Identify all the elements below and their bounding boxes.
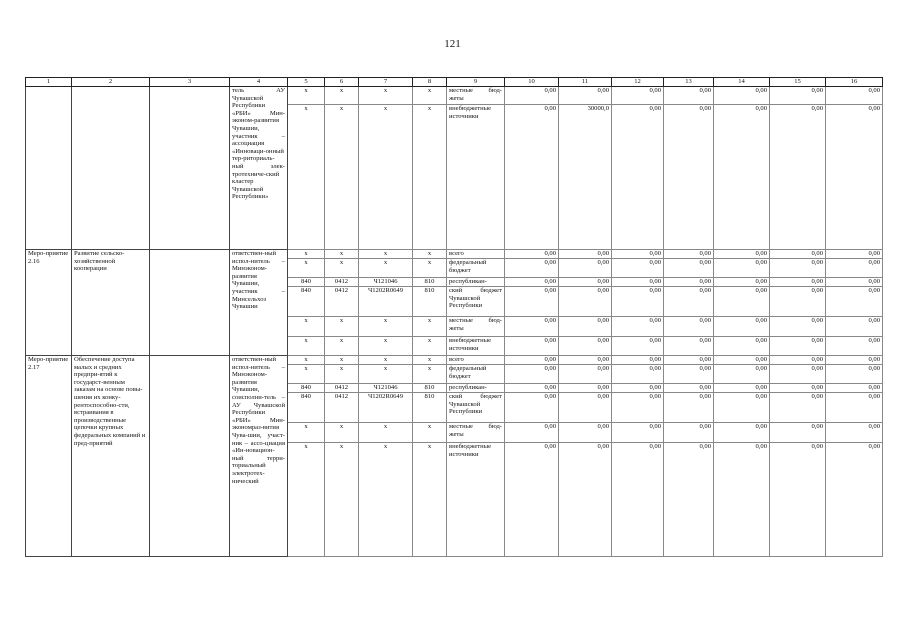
- amount-year-4: 0,00: [664, 365, 714, 384]
- expense-type-code: х: [413, 87, 447, 105]
- column-header-2: 2: [72, 78, 150, 87]
- amount-year-4: 0,00: [664, 356, 714, 365]
- amount-year-2: 0,00: [559, 317, 612, 337]
- target-article-code: Ч1202R0649: [359, 393, 413, 423]
- expense-type-code: х: [413, 356, 447, 365]
- amount-year-3: 0,00: [612, 365, 664, 384]
- target-article-code: Ч1202R0649: [359, 287, 413, 317]
- section-code: 0412: [325, 384, 359, 393]
- column-header-16: 16: [826, 78, 883, 87]
- amount-year-4: 0,00: [664, 259, 714, 278]
- responsible-executor: ответствен-ный испол-нитель – Минэконом-развития Чувашии, участник – Минсельхоз Чувашии: [230, 250, 288, 356]
- amount-year-6: 0,00: [770, 87, 826, 105]
- amount-year-7: 0,00: [826, 423, 883, 443]
- target-article-code: х: [359, 87, 413, 105]
- amount-year-1: 0,00: [505, 337, 559, 356]
- amount-year-1: 0,00: [505, 384, 559, 393]
- funding-source: внебюджетные источники: [447, 443, 505, 557]
- column-header-3: 3: [150, 78, 230, 87]
- amount-year-7: 0,00: [826, 384, 883, 393]
- section-code: х: [325, 105, 359, 250]
- amount-year-5: 0,00: [714, 423, 770, 443]
- target-article-code: х: [359, 365, 413, 384]
- measure-name: Развитие сельско-хозяйственной кооперации: [72, 250, 150, 356]
- amount-year-3: 0,00: [612, 356, 664, 365]
- amount-year-4: 0,00: [664, 250, 714, 259]
- grbs-code: х: [288, 87, 325, 105]
- measure-name: [72, 87, 150, 250]
- amount-year-1: 0,00: [505, 423, 559, 443]
- budget-table: [25, 77, 883, 557]
- section-code: х: [325, 317, 359, 337]
- target-article-code: Ч121046: [359, 278, 413, 287]
- column-3-cell: [150, 87, 230, 250]
- amount-year-2: 0,00: [559, 278, 612, 287]
- amount-year-3: 0,00: [612, 384, 664, 393]
- section-code: х: [325, 443, 359, 557]
- target-article-code: х: [359, 259, 413, 278]
- grbs-code: х: [288, 317, 325, 337]
- target-article-code: х: [359, 250, 413, 259]
- amount-year-5: 0,00: [714, 384, 770, 393]
- table-row: [26, 356, 883, 365]
- amount-year-7: 0,00: [826, 393, 883, 423]
- amount-year-5: 0,00: [714, 337, 770, 356]
- amount-year-1: 0,00: [505, 356, 559, 365]
- column-header-10: 10: [505, 78, 559, 87]
- section-code: 0412: [325, 287, 359, 317]
- amount-year-7: 0,00: [826, 250, 883, 259]
- amount-year-1: 0,00: [505, 393, 559, 423]
- funding-source: федеральный бюджет: [447, 259, 505, 278]
- amount-year-4: 0,00: [664, 278, 714, 287]
- amount-year-1: 0,00: [505, 87, 559, 105]
- column-header-4: 4: [230, 78, 288, 87]
- column-header-6: 6: [325, 78, 359, 87]
- amount-year-6: 0,00: [770, 365, 826, 384]
- expense-type-code: х: [413, 250, 447, 259]
- amount-year-5: 0,00: [714, 365, 770, 384]
- funding-source: всего: [447, 356, 505, 365]
- amount-year-2: 0,00: [559, 250, 612, 259]
- measure-number: [26, 87, 72, 250]
- amount-year-4: 0,00: [664, 317, 714, 337]
- target-article-code: х: [359, 317, 413, 337]
- amount-year-2: 0,00: [559, 393, 612, 423]
- grbs-code: х: [288, 259, 325, 278]
- amount-year-5: 0,00: [714, 278, 770, 287]
- target-article-code: х: [359, 356, 413, 365]
- column-header-9: 9: [447, 78, 505, 87]
- amount-year-4: 0,00: [664, 287, 714, 317]
- funding-source: внебюджетные источники: [447, 337, 505, 356]
- table-header: [26, 78, 883, 87]
- amount-year-1: 0,00: [505, 287, 559, 317]
- grbs-code: х: [288, 443, 325, 557]
- amount-year-6: 0,00: [770, 287, 826, 317]
- grbs-code: х: [288, 337, 325, 356]
- funding-source: республикан-: [447, 278, 505, 287]
- table-row: [26, 250, 883, 259]
- amount-year-1: 0,00: [505, 278, 559, 287]
- section-code: 0412: [325, 393, 359, 423]
- funding-source: внебюджетные источники: [447, 105, 505, 250]
- grbs-code: х: [288, 365, 325, 384]
- column-header-5: 5: [288, 78, 325, 87]
- amount-year-3: 0,00: [612, 87, 664, 105]
- section-code: х: [325, 365, 359, 384]
- expense-type-code: х: [413, 423, 447, 443]
- section-code: х: [325, 259, 359, 278]
- target-article-code: Ч121046: [359, 384, 413, 393]
- column-3-cell: [150, 356, 230, 557]
- amount-year-2: 0,00: [559, 443, 612, 557]
- expense-type-code: х: [413, 105, 447, 250]
- expense-type-code: х: [413, 317, 447, 337]
- section-code: х: [325, 356, 359, 365]
- measure-number: Меро-приятие 2.17: [26, 356, 72, 557]
- funding-source: местные бюд-жеты: [447, 87, 505, 105]
- grbs-code: х: [288, 250, 325, 259]
- section-code: х: [325, 250, 359, 259]
- target-article-code: х: [359, 105, 413, 250]
- amount-year-5: 0,00: [714, 87, 770, 105]
- amount-year-7: 0,00: [826, 259, 883, 278]
- amount-year-3: 0,00: [612, 287, 664, 317]
- amount-year-6: 0,00: [770, 259, 826, 278]
- amount-year-6: 0,00: [770, 384, 826, 393]
- amount-year-3: 0,00: [612, 278, 664, 287]
- expense-type-code: х: [413, 443, 447, 557]
- section-code: х: [325, 87, 359, 105]
- amount-year-7: 0,00: [826, 337, 883, 356]
- amount-year-4: 0,00: [664, 393, 714, 423]
- amount-year-6: 0,00: [770, 250, 826, 259]
- amount-year-4: 0,00: [664, 105, 714, 250]
- amount-year-7: 0,00: [826, 443, 883, 557]
- column-header-13: 13: [664, 78, 714, 87]
- amount-year-6: 0,00: [770, 105, 826, 250]
- amount-year-6: 0,00: [770, 393, 826, 423]
- amount-year-2: 0,00: [559, 259, 612, 278]
- amount-year-6: 0,00: [770, 317, 826, 337]
- amount-year-3: 0,00: [612, 250, 664, 259]
- amount-year-4: 0,00: [664, 384, 714, 393]
- column-number-row: [26, 78, 883, 87]
- amount-year-5: 0,00: [714, 317, 770, 337]
- amount-year-3: 0,00: [612, 105, 664, 250]
- column-3-cell: [150, 250, 230, 356]
- target-article-code: х: [359, 337, 413, 356]
- amount-year-4: 0,00: [664, 423, 714, 443]
- funding-source: всего: [447, 250, 505, 259]
- responsible-executor: ответствен-ный испол-нитель – Минэконом-развития Чувашии, соисполни-тель – АУ Чувашской Республики «РБИ» Мин-экономраз-вития Чува-шии, участ-ник – ассо-циация «Ин-новацион-ный терри-ториальный электротех-нический: [230, 356, 288, 557]
- amount-year-1: 0,00: [505, 105, 559, 250]
- expense-type-code: 810: [413, 384, 447, 393]
- grbs-code: х: [288, 105, 325, 250]
- amount-year-7: 0,00: [826, 365, 883, 384]
- funding-source: местные бюд-жеты: [447, 317, 505, 337]
- amount-year-2: 0,00: [559, 87, 612, 105]
- amount-year-6: 0,00: [770, 443, 826, 557]
- amount-year-5: 0,00: [714, 356, 770, 365]
- funding-source: ский бюджет Чувашской Республики: [447, 393, 505, 423]
- page-number: 121: [444, 38, 461, 50]
- amount-year-1: 0,00: [505, 443, 559, 557]
- amount-year-5: 0,00: [714, 105, 770, 250]
- expense-type-code: 810: [413, 393, 447, 423]
- table-body: [26, 87, 883, 557]
- amount-year-2: 0,00: [559, 423, 612, 443]
- expense-type-code: х: [413, 365, 447, 384]
- amount-year-5: 0,00: [714, 393, 770, 423]
- amount-year-1: 0,00: [505, 317, 559, 337]
- amount-year-3: 0,00: [612, 317, 664, 337]
- amount-year-7: 0,00: [826, 278, 883, 287]
- column-header-14: 14: [714, 78, 770, 87]
- measure-name: Обеспечение доступа малых и средних предпри-ятий к государст-венным заказам на основе повы-шения их конку-рентоспособно-сти, встраивания в производственные цепочки крупных федеральных компаний и пред-приятий: [72, 356, 150, 557]
- section-code: 0412: [325, 278, 359, 287]
- amount-year-2: 0,00: [559, 337, 612, 356]
- amount-year-7: 0,00: [826, 87, 883, 105]
- funding-source: ский бюджет Чувашской Республики: [447, 287, 505, 317]
- funding-source: республикан-: [447, 384, 505, 393]
- amount-year-1: 0,00: [505, 365, 559, 384]
- section-code: х: [325, 423, 359, 443]
- measure-number: Меро-приятие 2.16: [26, 250, 72, 356]
- amount-year-2: 30000,0: [559, 105, 612, 250]
- amount-year-3: 0,00: [612, 423, 664, 443]
- target-article-code: х: [359, 423, 413, 443]
- amount-year-6: 0,00: [770, 423, 826, 443]
- funding-source: федеральный бюджет: [447, 365, 505, 384]
- amount-year-2: 0,00: [559, 287, 612, 317]
- column-header-11: 11: [559, 78, 612, 87]
- grbs-code: 840: [288, 278, 325, 287]
- column-header-12: 12: [612, 78, 664, 87]
- expense-type-code: х: [413, 337, 447, 356]
- amount-year-1: 0,00: [505, 259, 559, 278]
- amount-year-7: 0,00: [826, 317, 883, 337]
- grbs-code: 840: [288, 287, 325, 317]
- amount-year-2: 0,00: [559, 384, 612, 393]
- expense-type-code: х: [413, 259, 447, 278]
- amount-year-3: 0,00: [612, 393, 664, 423]
- amount-year-4: 0,00: [664, 87, 714, 105]
- target-article-code: х: [359, 443, 413, 557]
- amount-year-6: 0,00: [770, 278, 826, 287]
- expense-type-code: 810: [413, 287, 447, 317]
- amount-year-5: 0,00: [714, 443, 770, 557]
- amount-year-3: 0,00: [612, 443, 664, 557]
- grbs-code: 840: [288, 384, 325, 393]
- amount-year-2: 0,00: [559, 356, 612, 365]
- amount-year-4: 0,00: [664, 337, 714, 356]
- section-code: х: [325, 337, 359, 356]
- amount-year-7: 0,00: [826, 356, 883, 365]
- column-header-1: 1: [26, 78, 72, 87]
- amount-year-3: 0,00: [612, 337, 664, 356]
- amount-year-6: 0,00: [770, 356, 826, 365]
- amount-year-5: 0,00: [714, 250, 770, 259]
- amount-year-5: 0,00: [714, 259, 770, 278]
- responsible-executor: тель АУ Чувашской Республики «РБИ» Мин-эконом-развития Чувашии, участник – ассоциация «Инноваци-онный тер-риториаль-ный элек-тротехниче-ский кластер Чувашской Республики»: [230, 87, 288, 250]
- column-header-7: 7: [359, 78, 413, 87]
- table-row: [26, 87, 883, 105]
- amount-year-2: 0,00: [559, 365, 612, 384]
- budget-table-sheet: [25, 77, 882, 557]
- column-header-8: 8: [413, 78, 447, 87]
- grbs-code: х: [288, 423, 325, 443]
- amount-year-5: 0,00: [714, 287, 770, 317]
- amount-year-7: 0,00: [826, 105, 883, 250]
- amount-year-6: 0,00: [770, 337, 826, 356]
- amount-year-7: 0,00: [826, 287, 883, 317]
- column-header-15: 15: [770, 78, 826, 87]
- amount-year-4: 0,00: [664, 443, 714, 557]
- funding-source: местные бюд-жеты: [447, 423, 505, 443]
- amount-year-3: 0,00: [612, 259, 664, 278]
- grbs-code: 840: [288, 393, 325, 423]
- expense-type-code: 810: [413, 278, 447, 287]
- amount-year-1: 0,00: [505, 250, 559, 259]
- grbs-code: х: [288, 356, 325, 365]
